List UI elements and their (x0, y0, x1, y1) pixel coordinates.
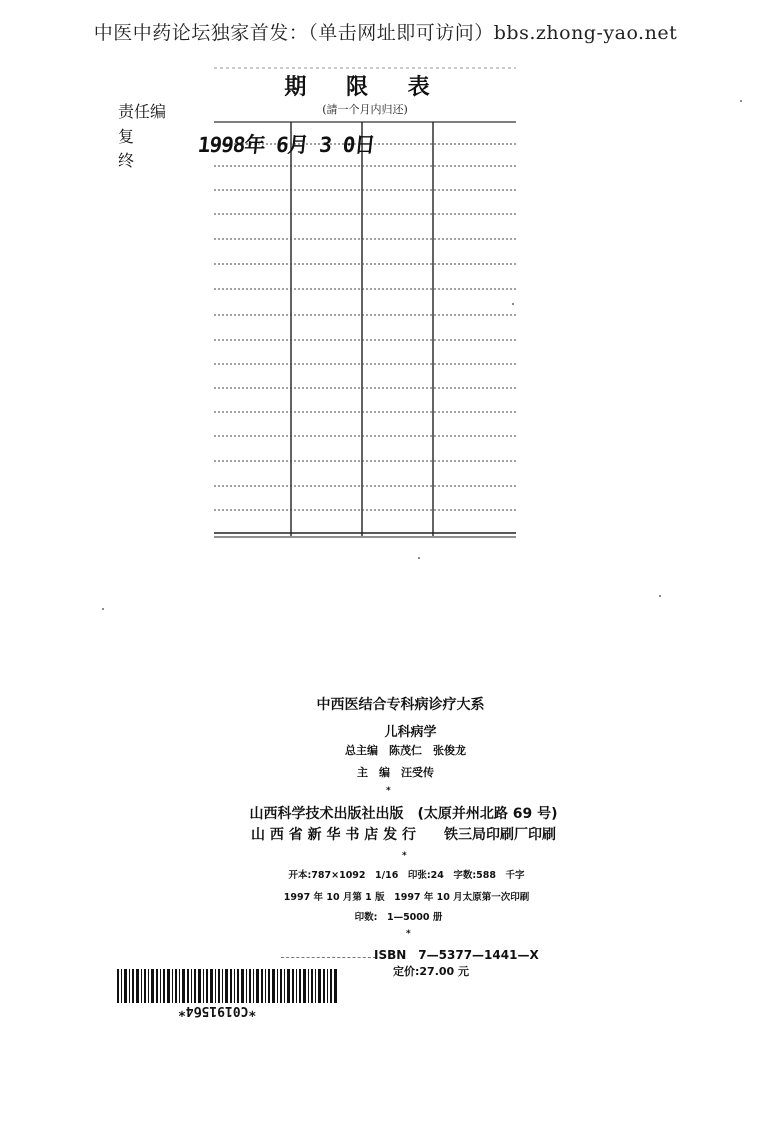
margin-label-final: 终 (118, 151, 135, 170)
print-run-line: 印数: 1—5000 册 (354, 912, 443, 923)
separator-star: * (402, 851, 407, 861)
scan-speck (102, 608, 104, 610)
distributor-line: 山 西 省 新 华 书 店 发 行 铁三局印刷厂印刷 (251, 827, 556, 843)
margin-label-review: 复 (118, 127, 135, 146)
scan-speck (740, 100, 742, 102)
separator-star: * (386, 786, 391, 796)
edition-line: 1997 年 10 月第 1 版 1997 年 10 月太原第一次印刷 (283, 892, 530, 903)
price: 定价:27.00 元 (393, 965, 470, 978)
isbn-dash-rule (281, 957, 376, 958)
publisher-line: 山西科学技术出版社出版 (太原并州北路 69 号) (249, 806, 558, 822)
due-table-subtitle: (請一个月内归还) (322, 103, 408, 116)
due-table-title: 期 限 表 (284, 74, 446, 100)
barcode-image (117, 969, 337, 1003)
scan-speck (512, 303, 514, 305)
margin-label-editor: 责任编 (118, 102, 167, 121)
format-line: 开本:787×1092 1/16 印张:24 字数:588 千字 (288, 870, 525, 881)
chief-editors: 总主编 陈茂仁 张俊龙 (345, 744, 466, 757)
isbn: ISBN 7—5377—1441—X (374, 948, 539, 962)
book-title: 儿科病学 (384, 725, 437, 740)
scan-speck (659, 595, 661, 597)
stamped-date: 1998年 6月 3 0日 (196, 133, 376, 157)
separator-star: * (406, 929, 411, 939)
header-banner[interactable]: 中医中药论坛独家首发：（单击网址即可访问）bbs.zhong-yao.net (93, 22, 678, 44)
barcode-number: *C01915б4* (178, 1003, 257, 1018)
series-title: 中西医结合专科病诊疗大系 (316, 697, 485, 713)
scan-speck (418, 557, 420, 559)
editor: 主 编 汪受传 (357, 766, 434, 779)
